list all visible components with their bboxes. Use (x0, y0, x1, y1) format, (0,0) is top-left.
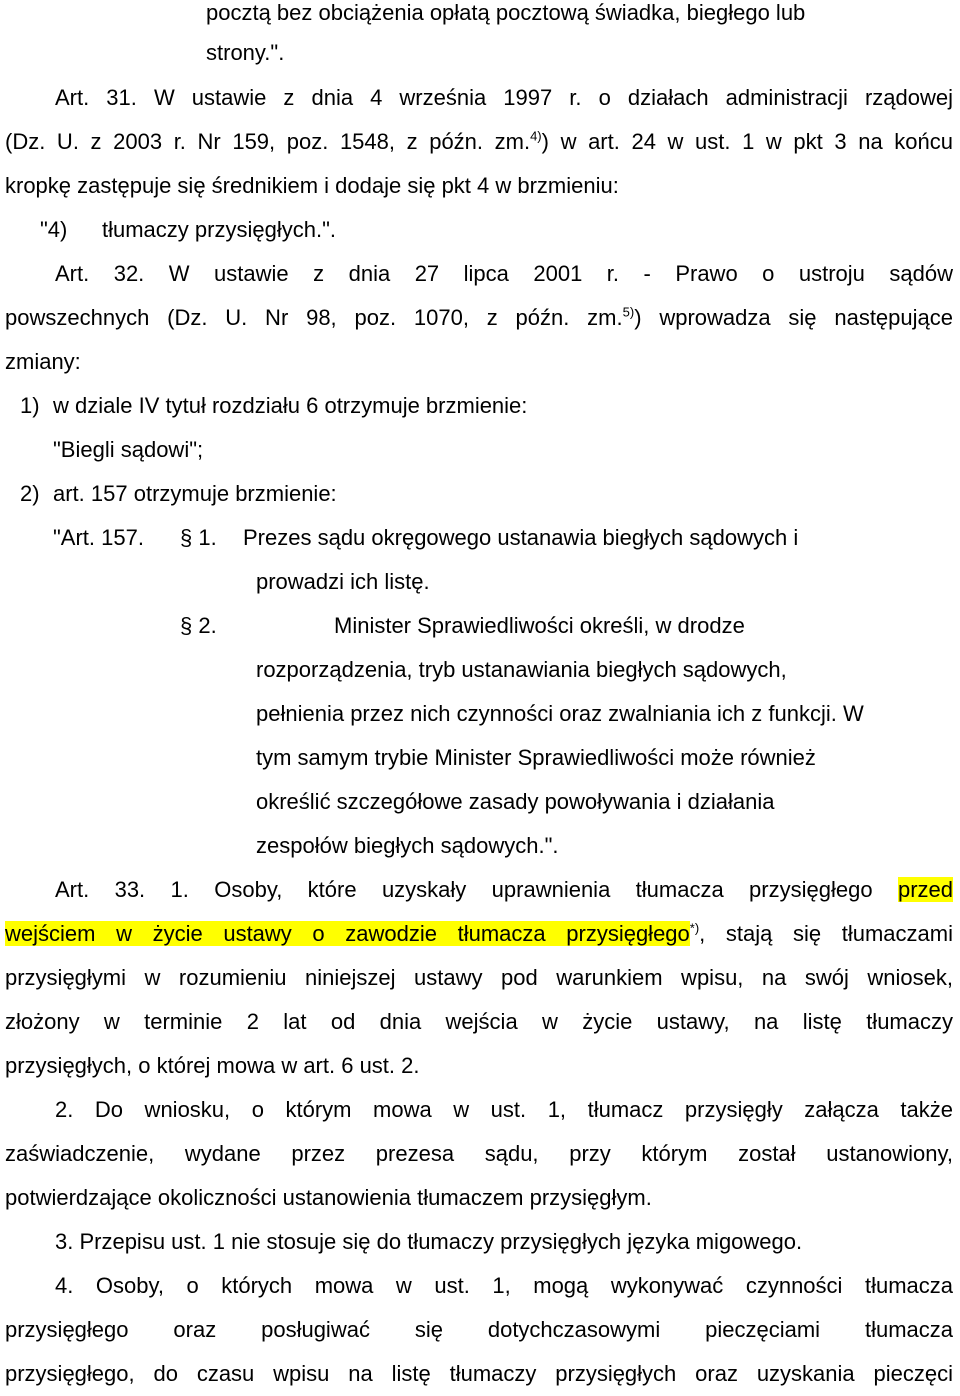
text-line (256, 736, 816, 780)
list-item (20, 384, 527, 428)
list-number: "4) (40, 217, 68, 242)
text-line (5, 1308, 953, 1352)
line-text: Prezes sądu okręgowego ustanawia biegłych sądowych i (243, 525, 799, 550)
list-item (40, 208, 336, 252)
line-text: rozporządzenia, tryb ustanawiania biegłych sądowych, (256, 657, 787, 682)
line-text: złożony w terminie 2 lat od dnia wejścia w życie ustawy, na listę tłumaczy (5, 1009, 953, 1034)
text-line (53, 516, 798, 560)
text-line (5, 1132, 953, 1176)
text-line (5, 1000, 953, 1044)
line-text: 3. Przepisu ust. 1 nie stosuje się do tłumaczy przysięgłych języka migowego. (55, 1229, 803, 1254)
list-number: 1) (20, 393, 40, 418)
line-text: ) w art. 24 w ust. 1 w pkt 3 na końcu (541, 129, 953, 154)
text-line (5, 164, 619, 208)
footnote-ref: *) (689, 920, 700, 936)
text-line (5, 1044, 420, 1088)
line-text: "Biegli sądowi"; (53, 437, 204, 462)
line-text: 2. Do wniosku, o którym mowa w ust. 1, tłumacz przysięgły załącza także (55, 1097, 953, 1122)
footnote-ref: 4) (530, 128, 542, 144)
line-text: art. 157 otrzymuje brzmienie: (53, 481, 337, 506)
text-line (206, 31, 284, 75)
text-line (256, 692, 864, 736)
paragraph-4-line (55, 1264, 953, 1308)
line-text: przysięgłymi w rozumieniu niniejszej ustawy pod warunkiem wpisu, na swój wniosek, (5, 965, 953, 990)
line-text: zespołów biegłych sądowych.". (256, 833, 559, 858)
article-number: "Art. 157. (53, 525, 144, 550)
article-number: Art. 31. (55, 85, 137, 110)
line-text: Minister Sprawiedliwości określi, w drodze (334, 613, 745, 638)
section-number: § 1. (180, 525, 217, 550)
line-text: W ustawie z dnia 4 września 1997 r. o działach administracji rządowej (153, 85, 953, 110)
article-number: Art. 32. (55, 261, 145, 286)
line-text: zaświadczenie, wydane przez prezesa sądu, przy którym został ustanowiony, (5, 1141, 953, 1166)
line-text: określić szczegółowe zasady powoływania i działania (256, 789, 775, 814)
line-text: W ustawie z dnia 27 lipca 2001 r. - Prawo o ustroju sądów (168, 261, 953, 286)
line-text: przysięgłego oraz posługiwać się dotychczasowymi pieczęciami tłumacza (5, 1317, 953, 1342)
text-line (256, 560, 430, 604)
text-line (5, 956, 953, 1000)
line-text: pełnienia przez nich czynności oraz zwalniania ich z funkcji. W (256, 701, 864, 726)
text-line (53, 428, 203, 472)
line-text: tłumaczy przysięgłych.". (102, 217, 336, 242)
line-text: w dziale IV tytuł rozdziału 6 otrzymuje brzmienie: (53, 393, 528, 418)
line-text: tym samym trybie Minister Sprawiedliwości może również (256, 745, 816, 770)
text-line (256, 780, 774, 824)
line-text: , stają się tłumaczami (699, 921, 953, 946)
text-line (256, 648, 787, 692)
line-text: (Dz. U. z 2003 r. Nr 159, poz. 1548, z późn. zm. (5, 129, 531, 154)
text-line (180, 604, 745, 648)
paragraph-2-line (55, 1088, 953, 1132)
line-text: pocztą bez obciążenia opłatą pocztową świadka, biegłego lub (206, 0, 806, 25)
list-number: 2) (20, 481, 40, 506)
text-line (5, 120, 953, 164)
text-line (5, 340, 81, 384)
line-text: 1. Osoby, które uzyskały uprawnienia tłumacza przysięgłego (170, 877, 873, 902)
line-text: przysięgłych, o której mowa w art. 6 ust. 2. (5, 1053, 420, 1078)
line-text: 4. Osoby, o których mowa w ust. 1, mogą wykonywać czynności tłumacza (55, 1273, 953, 1298)
highlighted-text: wejściem w życie ustawy o zawodzie tłumacza przysięgłego (5, 921, 690, 946)
line-text: zmiany: (5, 349, 81, 374)
text-line (256, 824, 559, 868)
section-number: § 2. (180, 613, 217, 638)
line-text: prowadzi ich listę. (256, 569, 430, 594)
text-line (206, 0, 805, 35)
text-line (5, 1352, 953, 1396)
text-line (5, 912, 953, 956)
article-33-line (55, 868, 953, 912)
text-line (5, 1176, 652, 1220)
line-text: strony.". (206, 40, 285, 65)
list-item (20, 472, 337, 516)
article-31-line (55, 76, 953, 120)
highlighted-text: przed (897, 877, 953, 902)
line-text: przysięgłego, do czasu wpisu na listę tłumaczy przysięgłych oraz uzyskania pieczęci (5, 1361, 953, 1386)
line-text: ) wprowadza się następujące (634, 305, 953, 330)
article-number: Art. 33. (55, 877, 146, 902)
paragraph-3-line (55, 1220, 802, 1264)
text-line (5, 296, 953, 340)
footnote-ref: 5) (622, 304, 635, 320)
line-text: kropkę zastępuje się średnikiem i dodaje się pkt 4 w brzmieniu: (5, 173, 619, 198)
line-text: potwierdzające okoliczności ustanowienia tłumaczem przysięgłym. (5, 1185, 652, 1210)
article-32-line (55, 252, 953, 296)
line-text: powszechnych (Dz. U. Nr 98, poz. 1070, z późn. zm. (5, 305, 623, 330)
